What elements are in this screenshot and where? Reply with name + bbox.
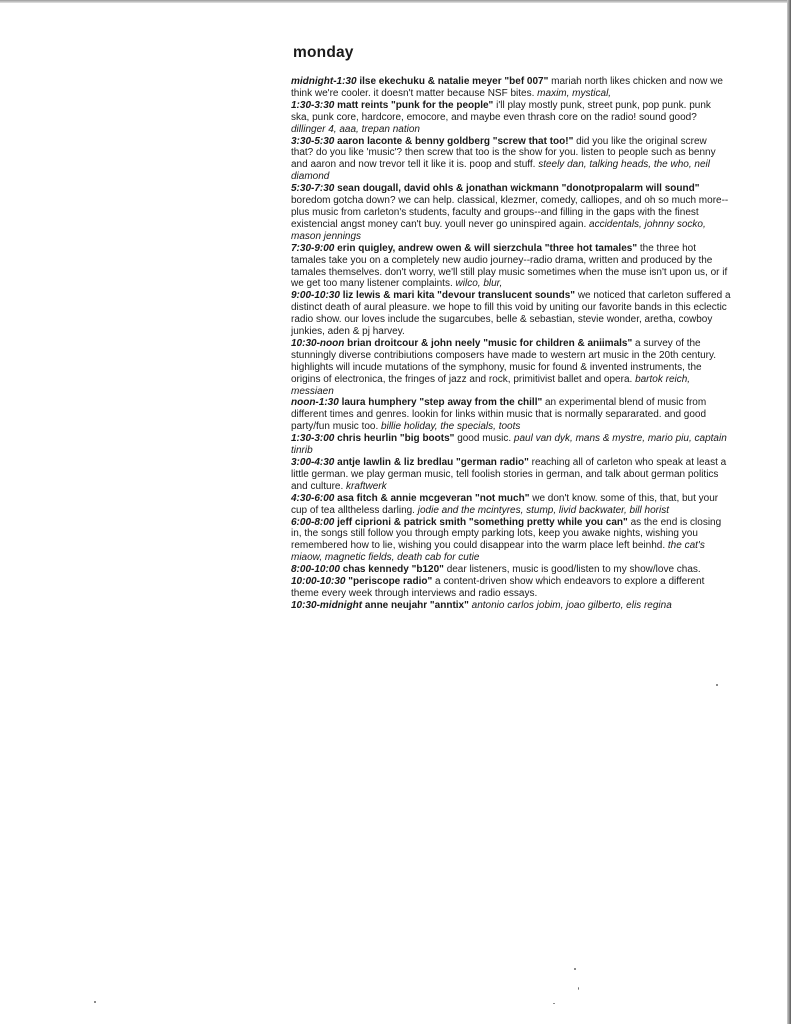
show-hosts: erin quigley, andrew owen & will sierzchula "three hot tamales"	[337, 242, 638, 254]
show-entry	[291, 100, 731, 136]
scan-speck	[578, 987, 579, 990]
show-hosts: sean dougall, david ohls & jonathan wickmann "donotpropalarm will sound"	[337, 183, 700, 195]
show-artists: the cat's miaow, magnetic fields, death cab for cutie	[291, 540, 705, 564]
day-heading: monday	[293, 44, 354, 61]
show-description: a survey of the stunningly diverse contribiutions composers have made to western art music in the 20th century. highlights will incude mutations of the symphony, music for found & invented instruments, the origins of electronica, the fringes of jazz and rock, primitivist ballet and opera.	[291, 337, 717, 385]
show-time: 1:30-3:00	[291, 433, 335, 445]
show-time: 10:00-10:30	[291, 576, 346, 588]
show-time: noon-1:30	[291, 397, 339, 409]
show-artists: kraftwerk	[346, 480, 387, 492]
show-entry	[291, 457, 731, 493]
show-hosts: aaron laconte & benny goldberg "screw that too!"	[337, 135, 574, 147]
show-entry	[291, 76, 731, 100]
show-hosts: brian droitcour & john neely "music for children & aniimals"	[347, 337, 633, 349]
show-time: 6:00-8:00	[291, 516, 335, 528]
show-hosts: asa fitch & annie mcgeveran "not much"	[337, 492, 530, 504]
show-entry	[291, 136, 731, 184]
scan-top-edge	[0, 0, 791, 3]
show-hosts: "periscope radio"	[348, 576, 433, 588]
show-time: 3:30-5:30	[291, 135, 335, 147]
show-entry	[291, 493, 731, 517]
show-hosts: chris heurlin "big boots"	[337, 433, 455, 445]
show-hosts: laura humphery "step away from the chill"	[341, 397, 543, 409]
show-description: we don't know. some of this, that, but your cup of tea alltheless darling.	[291, 492, 719, 516]
show-entry	[291, 576, 731, 600]
show-description: dear listeners, music is good/listen to my show/love chas.	[446, 564, 701, 576]
show-artists: maxim, mystical,	[537, 87, 612, 99]
show-time: 8:00-10:00	[291, 564, 340, 576]
show-entry	[291, 183, 731, 243]
show-time: 9:00-10:30	[291, 290, 340, 302]
show-artists: billie holiday, the specials, toots	[381, 421, 521, 433]
show-time: 10:30-noon	[291, 337, 345, 349]
show-description: boredom gotcha down? we can help. classical, klezmer, comedy, calliopes, and oh so much more--plus music from carleton's students, faculty and groups--and filling in the gaps with the finest existencial angst money can't buy. youll never go uninspired again.	[291, 195, 729, 230]
show-hosts: antje lawlin & liz bredlau "german radio"	[337, 457, 529, 468]
show-description: an experimental blend of music from different times and genres. lookin for links within music that is normally separarated. and good party/fun music too.	[291, 397, 707, 433]
show-time: 3:00-4:30	[291, 457, 335, 468]
show-artists: accidentals, johnny socko, mason jennings	[291, 218, 706, 242]
scan-speck	[716, 684, 718, 686]
show-artists: bartok reich, messiaen	[291, 373, 691, 397]
show-entry	[291, 517, 731, 565]
show-artists: steely dan, talking heads, the who, neil diamond	[291, 159, 710, 183]
show-hosts: anne neujahr "anntix"	[364, 599, 469, 611]
show-entry	[291, 600, 731, 612]
show-artists: antonio carlos jobim, joao gilberto, elis regina	[471, 599, 672, 611]
show-time: midnight-1:30	[291, 76, 357, 87]
show-description: the three hot tamales take you on a completely new audio journey--radio drama, written and produced by the tamales themselves. don't worry, we'll still play music sometimes when the muse isn't upon us, or if we get too many listener complaints.	[291, 242, 728, 290]
show-entry	[291, 290, 731, 338]
show-hosts: chas kennedy "b120"	[342, 564, 444, 576]
show-entry	[291, 397, 731, 433]
show-time: 4:30-6:00	[291, 492, 335, 504]
show-time: 1:30-3:30	[291, 99, 335, 111]
show-description: did you like the original screw that? do you like 'music'? then screw that too is the show for you. listen to people such as benny and aaron and now trevor tell it like it is. poop and stuff.	[291, 135, 716, 171]
schedule-page	[291, 44, 731, 612]
show-hosts: matt reints "punk for the people"	[337, 99, 494, 111]
show-entry	[291, 433, 731, 457]
show-entry	[291, 564, 731, 576]
show-entry	[291, 338, 731, 398]
show-description: we noticed that carleton suffered a distinct death of aural pleasure. we hope to fill this void by uniting our favorite bands in this eclectic radio show. our loves include the sugarcubes, belle & sebastian, stevie wonder, aretha, cowboy junkies, aden & pj harvey.	[291, 290, 731, 338]
scan-speck	[94, 1001, 96, 1003]
show-artists: dillinger 4, aaa, trepan nation	[291, 123, 420, 135]
scan-speck	[553, 1003, 555, 1004]
show-description: mariah north likes chicken and now we think we're cooler. it doesn't matter because NSF bites.	[291, 76, 723, 99]
show-artists: wilco, blur,	[455, 278, 503, 290]
show-time: 7:30-9:00	[291, 242, 335, 254]
show-description: good music.	[457, 433, 512, 445]
show-description: a content-driven show which endeavors to explore a different theme every week through interviews and radio essays.	[291, 576, 705, 599]
show-description: as the end is closing in, the songs still follow you through empty parking lots, keep you awake nights, wishing you remembered how to lie, wishing you could disappear into the warm place left beinhd.	[291, 516, 722, 552]
show-entry	[291, 243, 731, 291]
show-hosts: jeff ciprioni & patrick smith "something pretty while you can"	[337, 516, 628, 528]
show-hosts: liz lewis & mari kita "devour translucent sounds"	[342, 290, 576, 302]
scan-right-edge	[787, 0, 791, 1024]
show-list	[291, 76, 731, 612]
show-hosts: ilse ekechuku & natalie meyer "bef 007"	[359, 76, 549, 87]
show-time: 5:30-7:30	[291, 183, 335, 195]
show-artists: jodie and the mcintyres, stump, livid backwater, bill horist	[417, 504, 669, 516]
show-time: 10:30-midnight	[291, 599, 363, 611]
show-description: reaching all of carleton who speak at least a little german. we play german music, tell foolish stories in german, and talk about german politics and culture.	[291, 457, 727, 492]
scan-speck	[574, 968, 576, 970]
show-description: i'll play mostly punk, street punk, pop punk. punk ska, punk core, hardcore, emocore, and maybe even thrash core on the radio! sound good?	[291, 99, 711, 123]
show-artists: paul van dyk, mans & mystre, mario piu, captain tinrib	[291, 433, 727, 457]
